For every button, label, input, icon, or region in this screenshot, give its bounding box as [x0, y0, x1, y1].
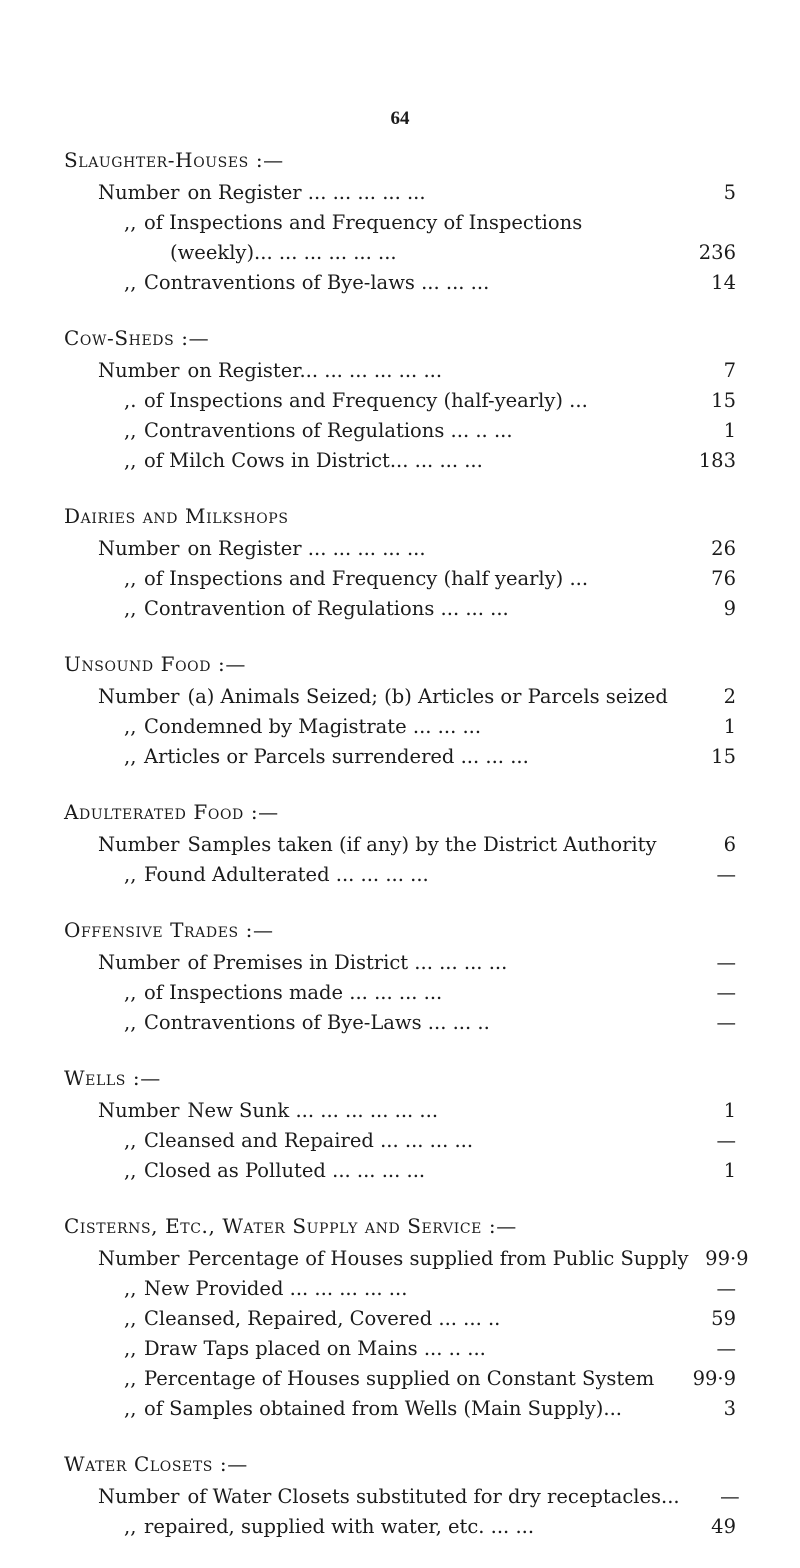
row-label: [187, 1482, 679, 1512]
row-value: 236: [698, 241, 736, 264]
row-label: [144, 860, 676, 890]
row-label: [144, 416, 676, 446]
row-label-text: New Sunk ... ... ... ... ... ...: [187, 1099, 439, 1122]
ditto-mark: ,,: [124, 419, 137, 442]
row-label: [187, 1096, 676, 1126]
row-label: [144, 594, 676, 624]
page-number: 64: [390, 108, 410, 129]
row-label: [144, 446, 676, 476]
row-label-continuation: (weekly)... ... ... ... ... ...: [170, 241, 397, 264]
table-row: [64, 1364, 736, 1394]
row-label-text: on Register... ... ... ... ... ...: [187, 359, 443, 382]
row-label-text: on Register ... ... ... ... ...: [187, 537, 426, 560]
row-value: 1: [723, 1159, 736, 1182]
table-row: [64, 1334, 736, 1364]
table-row: [64, 742, 736, 772]
row-label: [187, 948, 676, 978]
report-section: [64, 324, 736, 476]
table-row: [64, 1244, 749, 1274]
table-row: [64, 564, 736, 594]
table-row: [64, 594, 736, 624]
section-title: Cisterns, Etc., Water Supply and Service :—: [64, 1214, 517, 1238]
row-label-text: Found Adulterated ... ... ... ...: [144, 863, 429, 886]
row-label: [144, 1156, 676, 1186]
row-value: 15: [711, 389, 736, 412]
row-value: 7: [723, 359, 736, 382]
row-label-text: Contravention of Regulations ... ... ...: [144, 597, 509, 620]
row-label-text: of Milch Cows in District... ... ... ...: [144, 449, 483, 472]
section-title: Slaughter-Houses :—: [64, 148, 284, 172]
ditto-mark: ,,: [124, 211, 137, 234]
row-label-text: Cleansed, Repaired, Covered ... ... ..: [144, 1307, 501, 1330]
row-lead-word: Number: [98, 537, 180, 560]
row-value: 49: [711, 1515, 736, 1538]
row-label-text: Cleansed and Repaired ... ... ... ...: [144, 1129, 474, 1152]
row-label: [144, 386, 676, 416]
row-label: [144, 564, 676, 594]
row-lead-word: Number: [98, 685, 180, 708]
table-row: [64, 416, 736, 446]
row-label: [144, 208, 676, 268]
ditto-mark: ,,: [124, 981, 137, 1004]
row-label-text: Percentage of Houses supplied on Constant System: [144, 1367, 655, 1390]
row-label-text: Contraventions of Bye-Laws ... ... ..: [144, 1011, 490, 1034]
ditto-mark: ,,: [124, 1277, 137, 1300]
row-lead-word: Number: [98, 1247, 180, 1270]
table-row: [64, 1096, 736, 1126]
row-value: 14: [711, 271, 736, 294]
row-label: [144, 1334, 676, 1364]
row-value: 99·9: [705, 1247, 749, 1270]
table-row: [64, 534, 736, 564]
table-row: [64, 860, 736, 890]
ditto-mark: ,,: [124, 1307, 137, 1330]
row-value: —: [716, 981, 736, 1004]
row-lead-word: Number: [98, 1485, 180, 1508]
row-value: 6: [723, 833, 736, 856]
ditto-mark: ,,: [124, 1367, 137, 1390]
row-label: [144, 1512, 676, 1542]
report-section: [64, 650, 736, 772]
row-label: [187, 178, 676, 208]
section-title: Cow-Sheds :—: [64, 326, 210, 350]
row-label-text: Samples taken (if any) by the District Authority: [187, 833, 657, 856]
row-label: [144, 1126, 676, 1156]
row-lead-word: Number: [98, 1099, 180, 1122]
table-row: [64, 1126, 736, 1156]
row-label: [144, 712, 676, 742]
row-label-text: on Register ... ... ... ... ...: [187, 181, 426, 204]
row-label-text: Draw Taps placed on Mains ... .. ...: [144, 1337, 486, 1360]
ditto-mark: ,,: [124, 1159, 137, 1182]
ditto-mark: ,,: [124, 449, 137, 472]
row-value: 3: [723, 1397, 736, 1420]
row-label-text: Condemned by Magistrate ... ... ...: [144, 715, 482, 738]
row-value: 99·9: [692, 1367, 736, 1390]
row-label-text: repaired, supplied with water, etc. ... ...: [144, 1515, 535, 1538]
report-section: [64, 1450, 740, 1542]
section-title: Dairies and Milkshops: [64, 504, 289, 528]
ditto-mark: ,,: [124, 745, 137, 768]
row-value: —: [720, 1485, 740, 1508]
row-label: [144, 1394, 676, 1424]
row-value: —: [716, 1011, 736, 1034]
row-value: —: [716, 1129, 736, 1152]
row-value: —: [716, 1277, 736, 1300]
row-label: [144, 1274, 676, 1304]
row-label: [187, 1244, 688, 1274]
row-label: [144, 1304, 676, 1334]
section-title: Wells :—: [64, 1066, 161, 1090]
row-value: —: [716, 1337, 736, 1360]
row-label: [144, 268, 676, 298]
table-row: [64, 1512, 736, 1542]
table-row: [64, 978, 736, 1008]
row-value: 76: [711, 567, 736, 590]
row-label-text: of Inspections and Frequency (half-yearly) ...: [144, 389, 588, 412]
section-title: Unsound Food :—: [64, 652, 246, 676]
section-title: Offensive Trades :—: [64, 918, 274, 942]
row-label-text: Contraventions of Bye-laws ... ... ...: [144, 271, 490, 294]
row-label: [144, 1364, 676, 1394]
row-value: 2: [723, 685, 736, 708]
table-row: [64, 386, 736, 416]
row-label: [144, 978, 676, 1008]
report-section: [64, 798, 736, 890]
row-value: 59: [711, 1307, 736, 1330]
ditto-mark: ,.: [124, 389, 137, 412]
report-section: [64, 916, 736, 1038]
row-label-text: New Provided ... ... ... ... ...: [144, 1277, 408, 1300]
ditto-mark: ,,: [124, 1337, 137, 1360]
ditto-mark: ,,: [124, 1129, 137, 1152]
report-section: [64, 502, 736, 624]
report-content: [64, 146, 749, 1568]
row-label: [144, 742, 676, 772]
row-label-text: of Samples obtained from Wells (Main Supply)...: [144, 1397, 622, 1420]
report-section: [64, 1212, 749, 1424]
table-row: [64, 830, 736, 860]
table-row: [64, 268, 736, 298]
row-label-text: of Inspections and Frequency (half yearly) ...: [144, 567, 589, 590]
row-value: 1: [723, 1099, 736, 1122]
table-row: [64, 208, 736, 268]
table-row: [64, 1274, 736, 1304]
row-label-text: of Water Closets substituted for dry receptacles...: [187, 1485, 680, 1508]
report-section: [64, 1064, 736, 1186]
ditto-mark: ,,: [124, 1397, 137, 1420]
row-value: 26: [711, 537, 736, 560]
ditto-mark: ,,: [124, 1011, 137, 1034]
table-row: [64, 948, 736, 978]
table-row: [64, 446, 736, 476]
table-row: [64, 1482, 740, 1512]
table-row: [64, 356, 736, 386]
ditto-mark: ,,: [124, 863, 137, 886]
row-lead-word: Number: [98, 833, 180, 856]
row-value: 5: [723, 181, 736, 204]
section-title: Water Closets :—: [64, 1452, 248, 1476]
table-row: [64, 682, 736, 712]
ditto-mark: ,,: [124, 597, 137, 620]
section-title: Adulterated Food :—: [64, 800, 279, 824]
ditto-mark: ,,: [124, 271, 137, 294]
row-lead-word: Number: [98, 359, 180, 382]
row-value: 15: [711, 745, 736, 768]
report-section: [64, 146, 736, 298]
table-row: [64, 1008, 736, 1038]
row-label-text: of Inspections and Frequency of Inspections: [144, 211, 583, 234]
row-value: 183: [698, 449, 736, 472]
row-lead-word: Number: [98, 181, 180, 204]
row-label-text: Percentage of Houses supplied from Public Supply: [187, 1247, 689, 1270]
row-value: —: [716, 951, 736, 974]
row-label-text: Contraventions of Regulations ... .. ...: [144, 419, 513, 442]
row-label-text: of Premises in District ... ... ... ...: [187, 951, 508, 974]
row-label: [187, 682, 676, 712]
row-value: 1: [723, 419, 736, 442]
ditto-mark: ,,: [124, 715, 137, 738]
row-label: [187, 830, 676, 860]
table-row: [64, 1156, 736, 1186]
row-label-text: Articles or Parcels surrendered ... ... ...: [144, 745, 529, 768]
row-label-text: (a) Animals Seized; (b) Articles or Parcels seized: [187, 685, 668, 708]
row-value: —: [716, 863, 736, 886]
row-label-text: Closed as Polluted ... ... ... ...: [144, 1159, 426, 1182]
table-row: [64, 178, 736, 208]
row-label-text: of Inspections made ... ... ... ...: [144, 981, 443, 1004]
table-row: [64, 1394, 736, 1424]
table-row: [64, 712, 736, 742]
row-label: [144, 1008, 676, 1038]
row-value: 9: [723, 597, 736, 620]
row-label: [187, 356, 676, 386]
table-row: [64, 1304, 736, 1334]
row-value: 1: [723, 715, 736, 738]
ditto-mark: ,,: [124, 567, 137, 590]
row-label: [187, 534, 676, 564]
ditto-mark: ,,: [124, 1515, 137, 1538]
row-lead-word: Number: [98, 951, 180, 974]
